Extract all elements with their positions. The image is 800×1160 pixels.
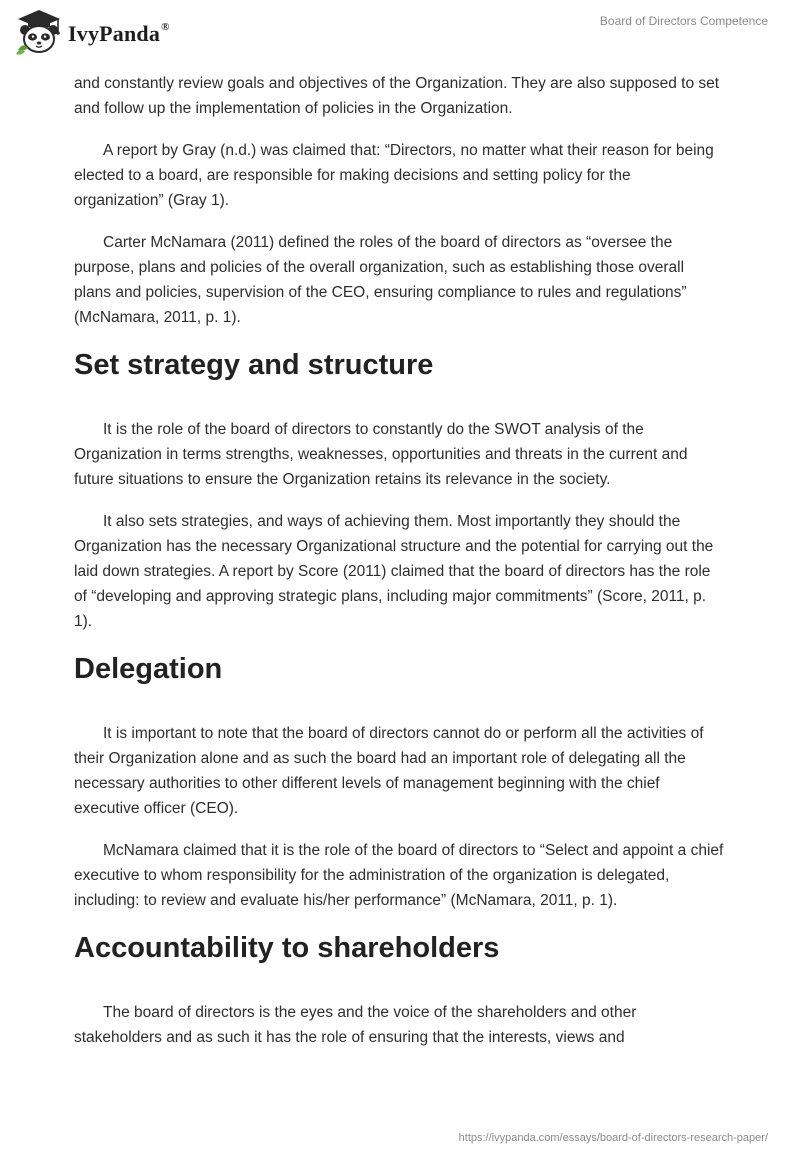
paragraph: The board of directors is the eyes and the voice of the shareholders and other stakeholders and as such it has the role of ensuring that the interests, views and bbox=[74, 1004, 637, 1046]
brand-name: IvyPanda® bbox=[68, 20, 170, 46]
section-heading-accountability: Accountability to shareholders bbox=[74, 932, 500, 964]
panda-graduate-icon bbox=[14, 8, 64, 56]
paragraph: It also sets strategies, and ways of achieving them. Most importantly they should the Organization has the necessary Organizational structure and the potential for carrying out the laid down strategies. A report by Score (2011) claimed that the board of directors has the role of “developing and approving strategic plans, including major commitments” (Score, 2011, p. 1). bbox=[74, 513, 714, 630]
section-heading-delegation: Delegation bbox=[74, 653, 223, 685]
brand-logo[interactable] bbox=[14, 8, 170, 56]
paragraph: A report by Gray (n.d.) was claimed that: “Directors, no matter what their reason for being elected to a board, are responsible for making decisions and setting policy for the organization” (Gray 1). bbox=[74, 142, 714, 209]
paragraph: and constantly review goals and objectives of the Organization. They are also supposed to set and follow up the implementation of policies in the Organization. bbox=[74, 75, 720, 117]
paragraph: It is important to note that the board of directors cannot do or perform all the activities of their Organization alone and as such the board had an important role of delegating all the necessary authorities to other different levels of management beginning with the chief executive officer (CEO). bbox=[74, 725, 704, 817]
section-heading-strategy: Set strategy and structure bbox=[74, 349, 434, 381]
page-header bbox=[0, 0, 800, 66]
document-title: Board of Directors Competence bbox=[599, 14, 768, 28]
paragraph: McNamara claimed that it is the role of the board of directors to “Select and appoint a chief executive to whom responsibility for the administration of the organization is delegated, including: to review and evaluate his/her performance” (McNamara, 2011, p. 1). bbox=[74, 842, 724, 909]
paragraph: It is the role of the board of directors to constantly do the SWOT analysis of the Organization in terms strengths, weaknesses, opportunities and threats in the current and future situations to ensure the Organization retains its relevance in the society. bbox=[74, 421, 688, 488]
essay-body bbox=[74, 71, 724, 1067]
paragraph: Carter McNamara (2011) defined the roles of the board of directors as “oversee the purpose, plans and policies of the overall organization, such as establishing those overall plans and policies, supervision of the CEO, ensuring compliance to rules and regulations” (McNamara, 2011, p. 1). bbox=[74, 234, 687, 326]
source-url[interactable]: https://ivypanda.com/essays/board-of-directors-research-paper/ bbox=[458, 1132, 768, 1144]
